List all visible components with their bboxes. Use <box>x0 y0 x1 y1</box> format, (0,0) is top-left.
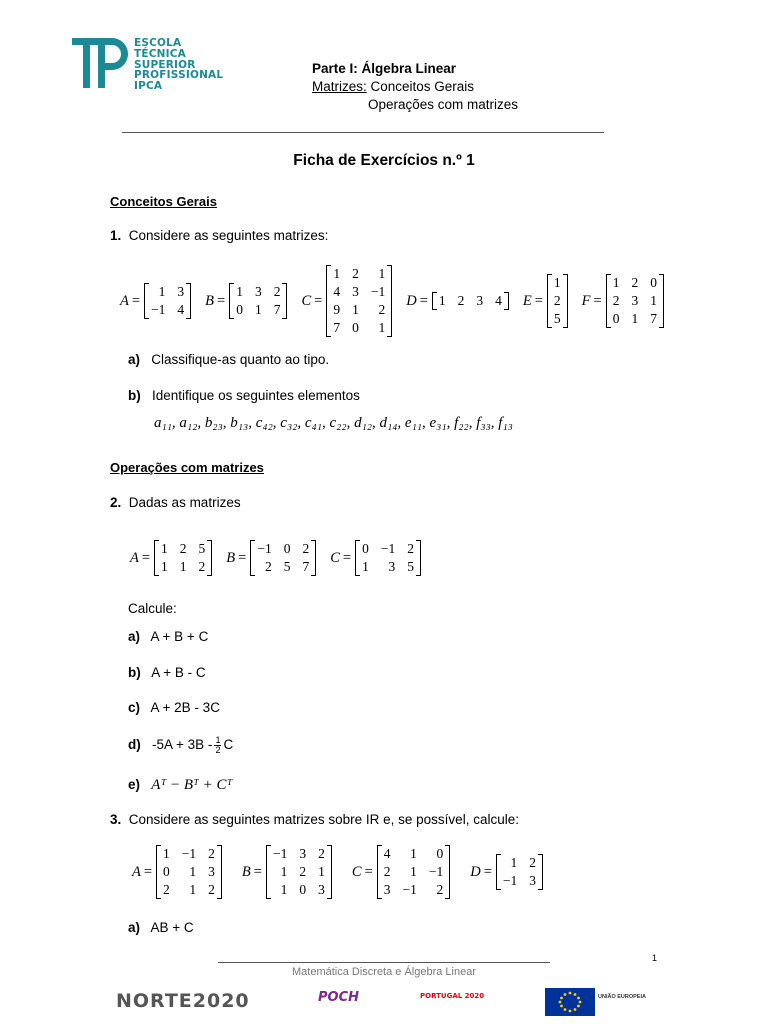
school-logo-text <box>134 38 223 92</box>
matrix-name: A <box>120 292 129 309</box>
matrix-cell: 3 <box>529 873 536 888</box>
question-2 <box>110 495 241 510</box>
matrix-body <box>496 854 543 890</box>
fraction-denominator: 2 <box>215 745 221 755</box>
matrix-cell: 0 <box>299 882 307 897</box>
matrix-cell: 3 <box>383 882 391 897</box>
item-text: -5A + 3B - <box>152 737 213 753</box>
matrix-cell: 1 <box>410 864 417 879</box>
matrices-row-1 <box>120 262 678 340</box>
topic-label: Matrizes: <box>312 79 367 94</box>
question-number: 3. <box>110 812 122 827</box>
matrix-cell: −1 <box>502 873 518 888</box>
item-text: Aᵀ − Bᵀ + Cᵀ <box>151 777 233 793</box>
equals-sign: = <box>419 292 428 309</box>
matrix-cell: 1 <box>163 846 170 861</box>
matrix-cell: 3 <box>254 284 262 299</box>
matrix-cell: 1 <box>438 293 446 308</box>
item-label: d) <box>128 737 141 753</box>
matrix-cell: 5 <box>283 559 291 574</box>
equals-sign: = <box>342 549 352 566</box>
item-label: a) <box>128 920 141 935</box>
matrix-cell: 2 <box>163 882 170 897</box>
equals-sign: = <box>483 863 492 880</box>
matrix-cell: 2 <box>553 293 561 308</box>
matrix-name: D <box>406 292 417 309</box>
topic-value: Conceitos Gerais <box>366 79 475 94</box>
matrix-body <box>326 265 392 337</box>
matrix-cell: 2 <box>612 293 620 308</box>
page-number: 1 <box>652 953 658 963</box>
matrix-cell: −1 <box>428 864 444 879</box>
matrix-cell: 9 <box>333 302 341 317</box>
equals-sign: = <box>143 863 153 880</box>
matrix-body <box>154 540 212 576</box>
course-name: Matemática Discreta e Álgebra Linear <box>291 966 477 978</box>
matrix-cell: 4 <box>333 284 341 299</box>
matrix-cell: −1 <box>272 846 288 861</box>
matrix-d <box>406 292 509 310</box>
logo-line: TÉCNICA <box>134 47 186 60</box>
matrix-name: B <box>226 549 236 566</box>
matrix-cell: 1 <box>612 275 620 290</box>
matrix-cell: 1 <box>553 275 561 290</box>
question-text: Dadas as matrizes <box>128 495 241 510</box>
matrix-cell: 2 <box>383 864 391 879</box>
matrix-a <box>120 283 191 319</box>
matrix-cell: 2 <box>302 541 310 556</box>
item-text: A + B - C <box>151 665 206 680</box>
logo-line: PROFISSIONAL <box>134 69 224 82</box>
equals-sign: = <box>141 549 151 566</box>
matrix-c <box>352 845 450 899</box>
item-text: Classifique-as quanto ao tipo. <box>151 352 330 367</box>
matrix-cell: 1 <box>333 266 341 281</box>
matrix-c <box>301 265 392 337</box>
matrix-cell: 2 <box>208 882 215 897</box>
matrix-cell: 1 <box>650 293 657 308</box>
matrix-b <box>226 540 316 576</box>
matrix-cell: 3 <box>352 284 359 299</box>
matrix-body <box>355 540 421 576</box>
matrix-name: F <box>581 292 591 309</box>
question-text: Considere as seguintes matrizes: <box>128 228 329 243</box>
matrix-cell: 1 <box>631 311 639 326</box>
section-heading: Operações com matrizes <box>110 460 264 475</box>
matrix-cell: 3 <box>476 293 484 308</box>
matrix-cell: 1 <box>362 559 369 574</box>
matrix-name: D <box>470 863 481 880</box>
matrix-a <box>132 845 222 899</box>
matrix-cell: 2 <box>631 275 639 290</box>
question-text: Considere as seguintes matrizes sobre IR e, se possível, calcule: <box>128 812 519 827</box>
poch-logo: POCH <box>318 990 359 1005</box>
matrix-cell: −1 <box>380 541 396 556</box>
matrix-cell: −1 <box>370 284 386 299</box>
item-text: A + 2B - 3C <box>150 700 220 715</box>
matrix-cell: 2 <box>299 864 307 879</box>
item-1b <box>128 388 360 403</box>
matrix-cell: 2 <box>529 855 536 870</box>
part-title: Parte I: Álgebra Linear <box>312 61 457 76</box>
matrix-cell: 0 <box>650 275 657 290</box>
matrix-cell: 1 <box>280 864 288 879</box>
item-label: a) <box>128 629 141 644</box>
matrix-cell: 2 <box>273 284 281 299</box>
section-heading: Conceitos Gerais <box>110 194 217 209</box>
matrix-cell: 1 <box>189 864 197 879</box>
equals-sign: = <box>534 292 543 309</box>
portugal2020-logo: PORTUGAL 2020 <box>420 992 485 1000</box>
matrix-cell: 1 <box>161 559 168 574</box>
matrix-name: B <box>241 863 251 880</box>
matrix-cell: 3 <box>631 293 639 308</box>
matrix-name: C <box>330 549 340 566</box>
matrices-row-2 <box>130 538 435 578</box>
matrix-cell: 2 <box>318 846 325 861</box>
matrix-cell: 4 <box>177 302 185 317</box>
header-divider <box>122 132 604 133</box>
matrix-cell: 2 <box>198 559 206 574</box>
matrix-cell: 7 <box>650 311 657 326</box>
question-number: 1. <box>110 228 122 243</box>
norte2020-logo: NORTE2020 <box>116 990 250 1012</box>
matrix-cell: 3 <box>208 864 215 879</box>
document-title: Ficha de Exercícios n.º 1 <box>293 152 475 169</box>
matrix-d <box>470 854 543 890</box>
matrix-a <box>130 540 212 576</box>
matrix-body <box>606 274 664 328</box>
matrix-cell: 5 <box>407 559 414 574</box>
item-3a <box>128 920 194 935</box>
matrix-cell: 0 <box>163 864 170 879</box>
element-list: a₁₁, a₁₂, b₂₃, b₁₃, c₄₂, c₃₂, c₄₁, c₂₂, d₁₂, d₁₄, e₁₁, e₃₁, f₂₂, f₃₃, f₁₃ <box>154 415 513 431</box>
matrix-cell: 0 <box>283 541 291 556</box>
eu-label: UNIÃO EUROPEIA <box>598 994 646 1000</box>
matrix-cell: 3 <box>299 846 307 861</box>
matrix-cell: 3 <box>177 284 185 299</box>
matrix-name: C <box>351 863 362 880</box>
equals-sign: = <box>314 292 323 309</box>
matrix-body <box>432 292 509 310</box>
matrix-cell: −1 <box>151 302 166 317</box>
matrix-cell: 0 <box>362 541 369 556</box>
ipca-logo-icon <box>72 38 128 88</box>
matrix-cell: 7 <box>302 559 310 574</box>
matrix-cell: 1 <box>189 882 197 897</box>
equals-sign: = <box>238 549 247 566</box>
matrix-cell: 7 <box>273 302 281 317</box>
matrix-name: A <box>132 863 141 880</box>
matrix-cell: 2 <box>264 559 272 574</box>
item-label: b) <box>128 388 141 403</box>
matrix-body <box>229 283 287 319</box>
matrix-cell: 0 <box>612 311 620 326</box>
item-1a <box>128 352 329 367</box>
equals-sign: = <box>253 863 262 880</box>
logo-line: IPCA <box>134 80 163 93</box>
matrix-cell: 2 <box>378 302 386 317</box>
matrix-f <box>582 274 664 328</box>
matrix-cell: 1 <box>510 855 518 870</box>
matrix-cell: 1 <box>236 284 243 299</box>
matrix-cell: 1 <box>158 284 166 299</box>
matrix-cell: 2 <box>208 846 215 861</box>
matrix-cell: 1 <box>280 882 288 897</box>
matrix-body <box>144 283 191 319</box>
matrix-cell: 0 <box>236 302 243 317</box>
matrix-cell: 1 <box>378 266 386 281</box>
matrix-cell: −1 <box>257 541 272 556</box>
matrix-cell: 1 <box>254 302 262 317</box>
fraction <box>214 736 221 755</box>
subtopic-line: Operações com matrizes <box>368 97 519 112</box>
matrix-name: C <box>301 292 312 309</box>
footer-divider <box>218 962 550 963</box>
matrix-cell: 1 <box>378 320 386 335</box>
matrix-cell: 4 <box>383 846 391 861</box>
matrix-c <box>330 540 421 576</box>
matrix-body <box>156 845 222 899</box>
matrix-cell: 3 <box>388 559 396 574</box>
item-label: e) <box>128 777 141 792</box>
item-text: Identifique os seguintes elementos <box>152 388 360 403</box>
matrix-cell: 7 <box>333 320 341 335</box>
item-2d <box>128 736 233 755</box>
matrix-body <box>377 845 451 899</box>
item-text: AB + C <box>150 920 194 935</box>
question-1 <box>110 228 328 243</box>
logo-line: ESCOLA <box>134 37 182 49</box>
matrices-row-3 <box>132 842 563 902</box>
matrix-e <box>523 274 568 328</box>
matrix-cell: 2 <box>352 266 359 281</box>
matrix-cell: 1 <box>318 864 325 879</box>
equals-sign: = <box>217 292 226 309</box>
matrix-cell: 2 <box>436 882 444 897</box>
item-2e <box>128 777 232 794</box>
matrix-name: E <box>522 292 532 309</box>
matrix-cell: 1 <box>179 559 187 574</box>
equals-sign: = <box>593 292 602 309</box>
matrix-cell: 5 <box>198 541 206 556</box>
item-label: b) <box>128 665 141 680</box>
item-2a <box>128 629 208 644</box>
matrix-cell: 2 <box>457 293 465 308</box>
matrix-cell: 2 <box>179 541 187 556</box>
fraction-numerator: 1 <box>215 735 221 745</box>
matrix-cell: 1 <box>410 846 417 861</box>
matrix-cell: 1 <box>161 541 168 556</box>
matrix-b <box>242 845 332 899</box>
matrix-cell: 0 <box>352 320 359 335</box>
matrix-cell: 2 <box>407 541 414 556</box>
logo-line: SUPERIOR <box>134 58 196 71</box>
item-text-tail: C <box>223 737 234 753</box>
matrix-name: A <box>130 549 139 566</box>
matrix-b <box>205 283 287 319</box>
equals-sign: = <box>131 292 141 309</box>
matrix-body <box>547 274 568 328</box>
item-label: c) <box>128 700 141 715</box>
question-3 <box>110 812 519 827</box>
matrix-cell: 4 <box>495 293 502 308</box>
matrix-cell: −1 <box>181 846 197 861</box>
matrix-cell: 0 <box>436 846 444 861</box>
item-text: A + B + C <box>150 629 209 644</box>
matrix-cell: 1 <box>352 302 359 317</box>
matrix-cell: 5 <box>553 311 561 326</box>
matrix-name: B <box>205 292 215 309</box>
topic-line <box>312 79 474 94</box>
item-2c <box>128 700 220 715</box>
item-label: a) <box>128 352 141 367</box>
matrix-cell: −1 <box>402 882 417 897</box>
item-2b <box>128 665 206 680</box>
calculate-label: Calcule: <box>128 601 177 616</box>
matrix-body <box>250 540 316 576</box>
matrix-body <box>266 845 332 899</box>
question-number: 2. <box>110 495 122 510</box>
equals-sign: = <box>364 863 373 880</box>
eu-flag-icon <box>545 988 595 1016</box>
matrix-cell: 3 <box>318 882 325 897</box>
